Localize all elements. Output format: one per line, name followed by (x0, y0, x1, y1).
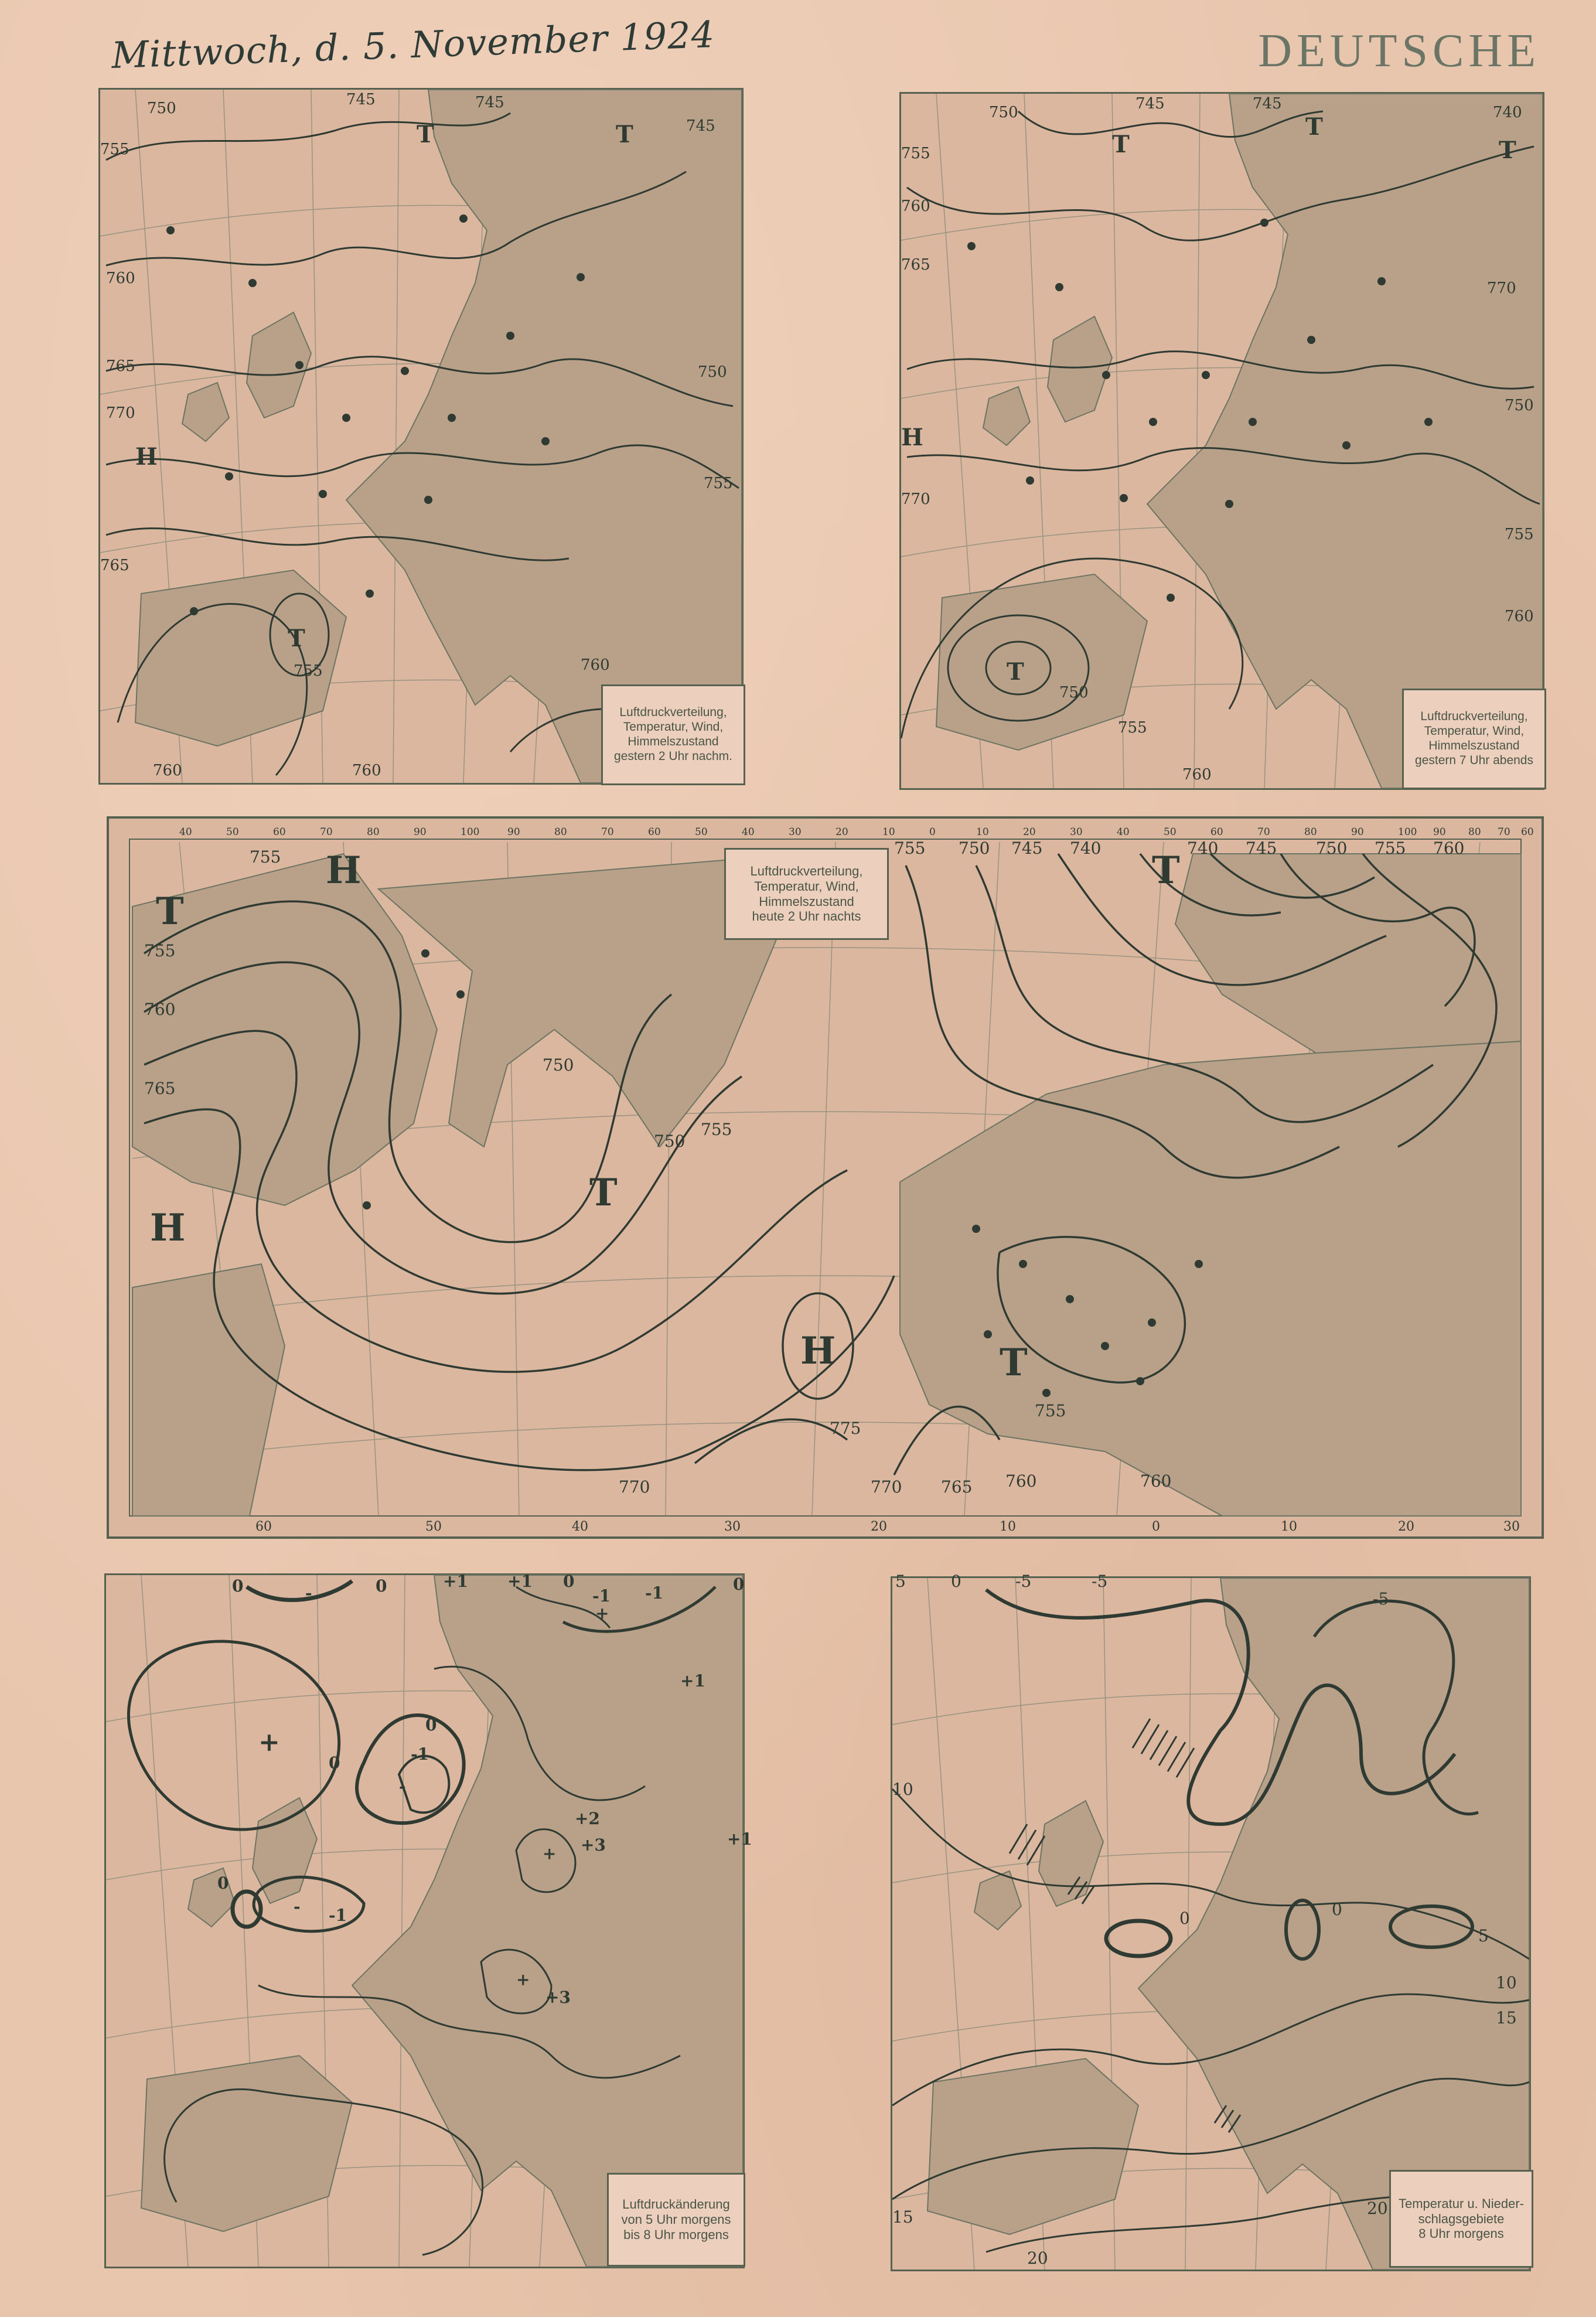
isobar-label: 775 (830, 1419, 861, 1438)
lon-label: 0 (1152, 1519, 1160, 1534)
lon-label: 20 (1023, 826, 1036, 838)
change-label: 0 (376, 1576, 387, 1596)
temperature-label: 0 (1332, 1900, 1342, 1919)
isobar-label: 755 (1035, 1401, 1066, 1420)
pressure-center-label: T (589, 1171, 618, 1215)
change-label: + (516, 1970, 530, 1989)
lon-label: 90 (414, 826, 427, 838)
isobar-label: 755 (1505, 526, 1534, 543)
change-label: - (305, 1583, 312, 1603)
lon-label: 60 (1210, 826, 1223, 838)
lon-label: 60 (648, 826, 661, 838)
lon-label: 90 (1351, 826, 1364, 838)
change-label: 0 (329, 1753, 340, 1773)
isobar-label: 760 (1505, 608, 1534, 625)
pressure-center-label: H (800, 1329, 836, 1373)
temperature-label: -5 (1092, 1572, 1108, 1591)
isobar-label: 770 (871, 1477, 902, 1497)
isobar-label: 750 (1505, 397, 1534, 414)
handwritten-date: Mittwoch, d. 5. November 1924 (111, 13, 716, 77)
change-label: +1 (443, 1572, 468, 1591)
isobar-label: 760 (144, 1000, 176, 1019)
lon-label: 50 (695, 826, 708, 838)
legend-line: von 5 Uhr morgens (621, 2212, 731, 2227)
pressure-center-label: T (1112, 131, 1130, 158)
map-legend (601, 684, 745, 785)
legend-line: gestern 2 Uhr nachm. (614, 749, 732, 763)
map-legend (1402, 689, 1546, 789)
map-bottom-left[interactable] (104, 1572, 752, 2268)
legend-line: Temperatur, Wind, (1424, 724, 1525, 738)
pressure-center-label: H (135, 443, 158, 471)
change-label: +2 (575, 1809, 600, 1828)
isobar-label: 760 (153, 762, 182, 779)
isobar-label: 750 (698, 363, 727, 381)
isobar-label: 760 (1140, 1471, 1172, 1491)
lon-label: 40 (1117, 826, 1130, 838)
change-label: +1 (727, 1829, 752, 1849)
change-label: +3 (581, 1835, 606, 1855)
pressure-center-label: T (1499, 137, 1516, 164)
map-top-left[interactable] (98, 88, 744, 785)
lon-label: 10 (882, 826, 895, 838)
temperature-label: 0 (1179, 1909, 1190, 1928)
longitude-labels-bottom (255, 1519, 1520, 1534)
isobar-label: 755 (144, 941, 176, 960)
map-top-left-canvas (100, 90, 742, 783)
isobar-label: 760 (106, 270, 135, 287)
legend-line: gestern 7 Uhr abends (1415, 753, 1533, 767)
isobar-label: 745 (686, 117, 715, 135)
change-label: -1 (592, 1586, 611, 1606)
lon-label: 60 (1521, 826, 1534, 838)
isobar-label: 750 (654, 1132, 686, 1151)
lon-label: 0 (929, 826, 936, 838)
pressure-center-label: H (901, 424, 923, 451)
legend-line: 8 Uhr morgens (1418, 2226, 1504, 2241)
lon-label: 90 (1433, 826, 1446, 838)
plus-sign: + (258, 1727, 280, 1757)
temperature-label: -5 (1015, 1572, 1032, 1591)
change-symbols (258, 1727, 280, 1757)
change-label: 0 (425, 1715, 437, 1735)
isobar-label: 760 (352, 762, 381, 779)
change-label: +1 (680, 1671, 705, 1691)
legend-line: Temperatur u. Nieder- (1399, 2196, 1524, 2211)
lon-label: 30 (1070, 826, 1083, 838)
land-masses (141, 1575, 743, 2267)
legend-line: Temperatur, Wind, (623, 720, 724, 734)
isobar-label: 760 (901, 197, 930, 215)
isobar-label: 755 (294, 662, 323, 680)
isobar-label: 745 (346, 91, 376, 108)
lon-label: 60 (255, 1519, 272, 1534)
change-label: -1 (411, 1744, 429, 1764)
change-label: 0 (217, 1873, 229, 1893)
isobar-label: 750 (989, 104, 1018, 121)
lon-label: 10 (1000, 1519, 1016, 1534)
isobar-label: 755 (894, 839, 926, 858)
isobar-label: 765 (144, 1079, 176, 1098)
isobar-label: 755 (1375, 839, 1406, 858)
map-middle-overview[interactable] (107, 816, 1544, 1539)
isobar-label: 755 (250, 847, 281, 867)
map-top-right[interactable] (899, 92, 1544, 790)
legend-line: Luftdruckverteilung, (750, 863, 863, 878)
pressure-center-label: H (326, 849, 362, 892)
temperature-label: 0 (951, 1572, 961, 1591)
map-legend (607, 2173, 745, 2267)
pressure-center-label: T (417, 121, 434, 148)
change-label: - (294, 1897, 301, 1916)
isobar-label: 760 (1005, 1471, 1037, 1491)
change-label: 0 (232, 1576, 244, 1596)
map-bottom-right-canvas (892, 1572, 1529, 2270)
isobar-label: 745 (1246, 839, 1277, 858)
legend-line: schlagsgebiete (1418, 2211, 1505, 2226)
legend-line: bis 8 Uhr morgens (623, 2227, 729, 2242)
isobar-label: 760 (581, 656, 610, 674)
isobar-label: 755 (1118, 719, 1147, 737)
isobar-label: 740 (1070, 839, 1101, 858)
lon-label: 30 (789, 826, 802, 838)
lon-label: 80 (1304, 826, 1317, 838)
isobar-label: 765 (941, 1477, 973, 1497)
legend-line: Luftdruckverteilung, (619, 706, 727, 720)
land-masses (927, 1578, 1529, 2270)
temperature-label: 15 (1496, 2008, 1517, 2028)
longitude-labels-top (179, 826, 1534, 838)
lon-label: 70 (1257, 826, 1270, 838)
lon-label: 80 (554, 826, 567, 838)
lon-label: 20 (871, 1519, 887, 1534)
change-label: +3 (545, 1988, 571, 2007)
isobar-label: 745 (1011, 839, 1043, 858)
change-label: -1 (329, 1906, 347, 1925)
isobar-label: 760 (1182, 766, 1212, 783)
isobar-label: 770 (901, 490, 930, 508)
lon-label: 80 (367, 826, 380, 838)
isobar-label: 765 (901, 256, 930, 274)
lon-label: 40 (742, 826, 755, 838)
isobar-label: 750 (543, 1055, 574, 1075)
pressure-center-label: T (288, 625, 305, 652)
lon-label: 70 (1498, 826, 1510, 838)
pressure-center-label: T (1007, 658, 1024, 686)
lon-label: 30 (1503, 1519, 1520, 1534)
change-label: +1 (507, 1572, 533, 1591)
legend-line: Himmelszustand (628, 735, 719, 748)
pressure-center-label: T (1152, 849, 1180, 892)
lon-label: 20 (1398, 1519, 1414, 1534)
isobar-label: 755 (701, 1120, 732, 1139)
lon-label: 100 (461, 826, 480, 838)
land-masses (135, 90, 742, 783)
isobar-label: 745 (475, 94, 504, 111)
isobar-label: 765 (100, 557, 129, 574)
isobar-label: 750 (1316, 839, 1348, 858)
temperature-label: 10 (1496, 1973, 1517, 1992)
isobar-label: 755 (704, 475, 733, 492)
lon-label: 40 (179, 826, 192, 838)
isobar-label: 760 (1433, 839, 1465, 858)
isobar-label: 765 (106, 357, 135, 375)
lon-label: 60 (273, 826, 286, 838)
change-label: 0 (563, 1572, 575, 1591)
isobar-label: 745 (1135, 95, 1165, 113)
isobar-label: 770 (619, 1477, 650, 1497)
temperature-label: 20 (1367, 2199, 1388, 2218)
change-label: + (543, 1844, 557, 1863)
isobar-label: 755 (901, 145, 930, 162)
lon-label: 50 (425, 1519, 442, 1534)
isobar-label: 750 (959, 839, 990, 858)
change-label: - (399, 1777, 406, 1796)
change-label: -1 (645, 1583, 664, 1603)
lon-label: 10 (1281, 1519, 1297, 1534)
map-legend (724, 848, 889, 940)
isobar-label: 750 (1059, 684, 1089, 701)
pressure-center-label: T (616, 121, 633, 148)
pressure-center-label: T (1305, 113, 1323, 141)
lon-label: 50 (1164, 826, 1176, 838)
isobar-label: 740 (1493, 104, 1522, 121)
lon-label: 70 (601, 826, 614, 838)
temperature-label: 10 (892, 1780, 913, 1799)
legend-line: Luftdruckänderung (622, 2197, 730, 2212)
lon-label: 70 (320, 826, 333, 838)
lon-label: 80 (1468, 826, 1481, 838)
lon-label: 50 (226, 826, 239, 838)
isobar-label: 770 (1487, 280, 1516, 297)
legend-line: heute 2 Uhr nachts (752, 909, 861, 924)
isobar-label: 740 (1187, 839, 1219, 858)
temperature-label: -5 (1373, 1589, 1389, 1609)
lon-label: 10 (976, 826, 989, 838)
change-label: 0 (733, 1575, 745, 1594)
temperature-label: 5 (895, 1572, 906, 1591)
temperature-label: 20 (1027, 2248, 1048, 2268)
temperature-label: 5 (1478, 1926, 1489, 1945)
newspaper-masthead: DEUTSCHE (1258, 25, 1540, 77)
temperature-label: 15 (892, 2207, 913, 2227)
isobar-label: 750 (147, 100, 176, 117)
isobar-label: 770 (106, 404, 135, 422)
pressure-center-label: T (156, 890, 184, 933)
legend-line: Temperatur, Wind, (754, 878, 859, 894)
map-top-right-canvas (901, 94, 1543, 788)
legend-line: Luftdruckverteilung, (1420, 710, 1528, 724)
lon-label: 40 (572, 1519, 588, 1534)
land-masses (132, 854, 1521, 1516)
map-bottom-left-canvas (106, 1572, 752, 2267)
legend-line: Himmelszustand (759, 894, 854, 909)
map-bottom-right[interactable] (891, 1572, 1531, 2271)
pressure-center-label: T (1000, 1341, 1028, 1385)
isobar-label: 755 (100, 141, 129, 158)
pressure-center-label: H (150, 1206, 186, 1250)
lon-label: 90 (507, 826, 520, 838)
lon-label: 30 (724, 1519, 741, 1534)
change-label: + (595, 1604, 609, 1623)
isobar-label: 745 (1253, 95, 1282, 113)
lon-label: 20 (835, 826, 848, 838)
legend-line: Himmelszustand (1428, 739, 1520, 752)
map-legend (1389, 2170, 1533, 2268)
lon-label: 100 (1398, 826, 1417, 838)
